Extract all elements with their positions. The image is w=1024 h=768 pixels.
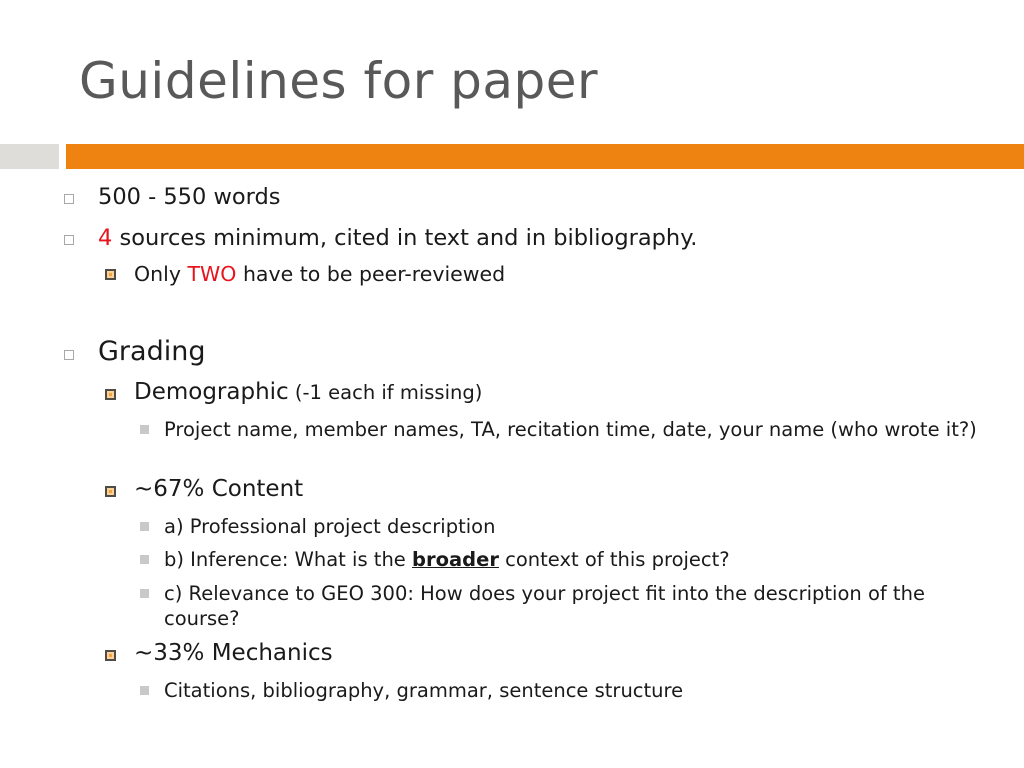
square-bullet-icon	[64, 350, 74, 360]
bullet-peer-reviewed	[134, 262, 505, 286]
demographic-note: (-1 each if missing)	[288, 381, 483, 404]
content-b-post: context of this project?	[498, 548, 730, 571]
bullet-sources	[98, 225, 697, 251]
orange-square-bullet-icon	[105, 269, 116, 280]
slide-title: Guidelines for paper	[79, 52, 599, 110]
content-c-text: c) Relevance to GEO 300: How does your project fit into the description of the course?	[164, 582, 925, 630]
square-bullet-icon	[64, 235, 74, 245]
orange-square-bullet-icon	[105, 650, 116, 661]
gray-square-bullet-icon	[140, 522, 149, 531]
peer-post-text: have to be peer-reviewed	[236, 262, 506, 286]
bullet-content-b	[164, 547, 730, 572]
bullet-mechanics-detail	[164, 678, 683, 703]
content-a-text: a) Professional project description	[164, 515, 496, 538]
bullet-content-c	[164, 581, 974, 631]
sources-text: sources minimum, cited in text and in bibliography.	[112, 225, 698, 251]
word-count-text: 500 - 550 words	[98, 184, 281, 210]
title-divider-orange	[66, 144, 1024, 169]
orange-square-bullet-icon	[105, 486, 116, 497]
bullet-demographic	[134, 379, 482, 405]
bullet-content-a	[164, 514, 495, 539]
title-divider-gray	[0, 144, 59, 169]
bullet-mechanics	[134, 640, 333, 666]
bullet-content	[134, 476, 303, 502]
mechanics-label: ~33% Mechanics	[134, 640, 333, 666]
gray-square-bullet-icon	[140, 589, 149, 598]
content-b-pre: b) Inference: What is the	[164, 548, 412, 571]
demographic-detail-text: Project name, member names, TA, recitation time, date, your name (who wrote it?)	[164, 418, 977, 441]
demographic-label: Demographic	[134, 379, 289, 405]
grading-heading: Grading	[98, 336, 206, 367]
square-bullet-icon	[64, 194, 74, 204]
bullet-word-count	[98, 184, 281, 210]
bullet-grading	[98, 336, 205, 367]
peer-pre-text: Only	[134, 262, 188, 286]
content-b-bold: broader	[412, 548, 499, 571]
mechanics-detail-text: Citations, bibliography, grammar, sentence structure	[164, 679, 684, 702]
bullet-demographic-detail	[164, 417, 1014, 442]
gray-square-bullet-icon	[140, 425, 149, 434]
peer-two-text: TWO	[187, 262, 237, 286]
gray-square-bullet-icon	[140, 686, 149, 695]
orange-square-bullet-icon	[105, 389, 116, 400]
content-label: ~67% Content	[134, 476, 304, 502]
sources-count: 4	[98, 225, 113, 251]
gray-square-bullet-icon	[140, 555, 149, 564]
